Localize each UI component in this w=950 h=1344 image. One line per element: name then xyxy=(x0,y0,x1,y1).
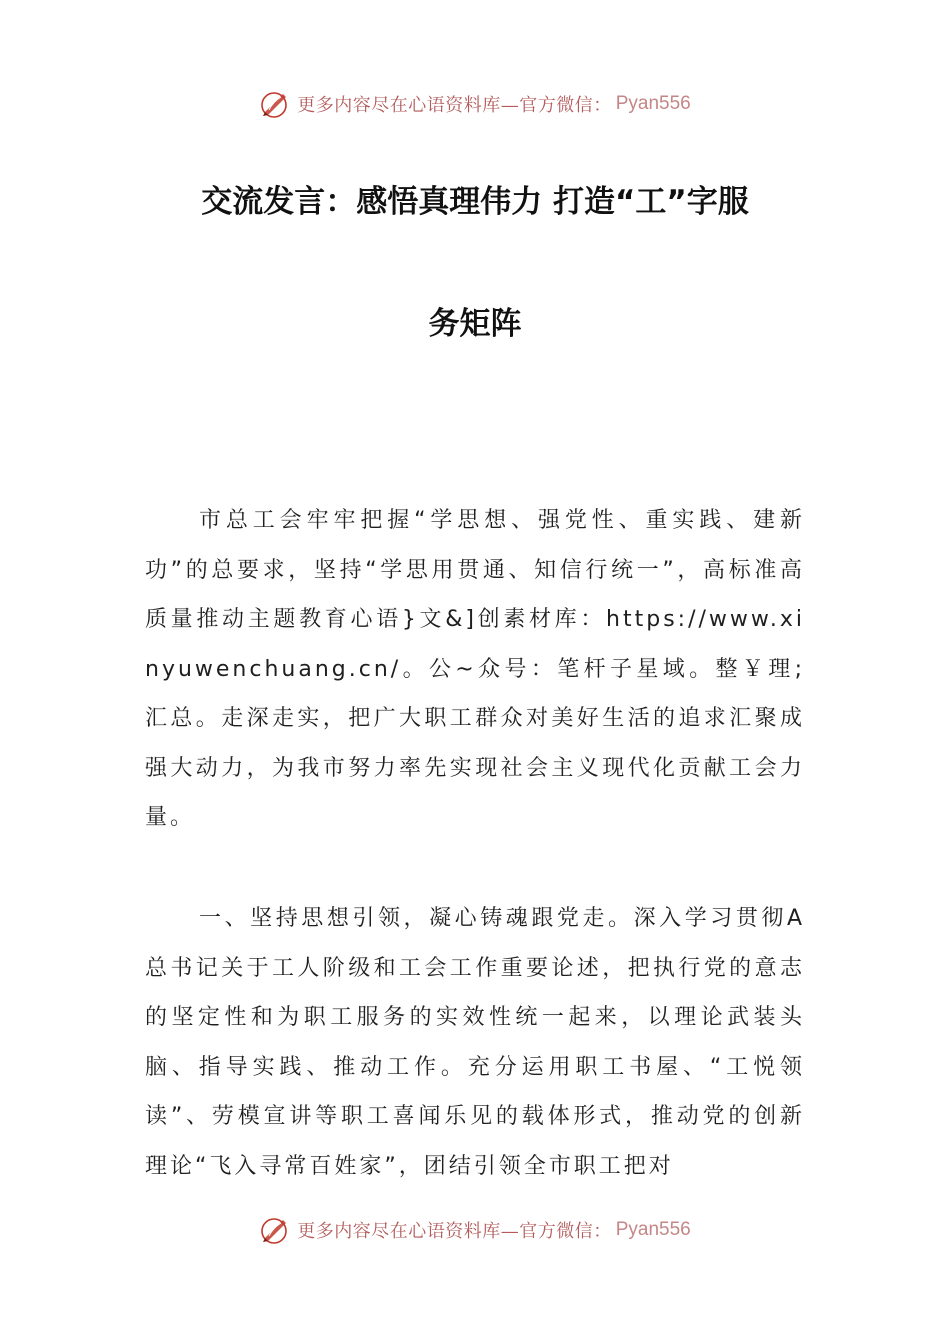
document-title-line-1: 交流发言：感悟真理伟力 打造“工”字服 xyxy=(201,184,749,220)
watermark-banner-top xyxy=(0,84,950,124)
watermark-text: 更多内容尽在心语资料库—官方微信： xyxy=(297,1221,612,1242)
watermark-banner-bottom xyxy=(0,1210,950,1250)
watermark-text: 更多内容尽在心语资料库—官方微信： xyxy=(297,95,612,116)
watermark-wechat-id: Pyan556 xyxy=(615,1219,691,1240)
body-paragraph-2: 一、坚持思想引领，凝心铸魂跟党走。深入学习贯彻A总书记关于工人阶级和工会工作重要论述，把执行党的意志的坚定性和为职工服务的实效性统一起来，以理论武装头脑、指导实践、推动工作。充分运用职工书屋、“工悦领读”、劳模宣讲等职工喜闻乐见的载体形式，推动党的创新理论“飞入寻常百姓家”，团结引领全市职工把对 xyxy=(145,906,805,1179)
pen-circle-logo-icon xyxy=(259,88,291,120)
watermark-wechat-id: Pyan556 xyxy=(615,93,691,114)
pen-circle-logo-icon xyxy=(259,1214,291,1246)
document-title-line-2: 务矩阵 xyxy=(428,306,522,342)
body-paragraph-1: 市总工会牢牢把握“学思想、强党性、重实践、建新功”的总要求，坚持“学思用贯通、知信行统一”，高标准高质量推动主题教育心语}文&]创素材库：https://www.xinyuwenchuang.cn/。公~众号：笔杆子星域。整￥理;汇总。走深走实，把广大职工群众对美好生活的追求汇聚成强大动力，为我市努力率先实现社会主义现代化贡献工会力量。 xyxy=(145,508,805,830)
